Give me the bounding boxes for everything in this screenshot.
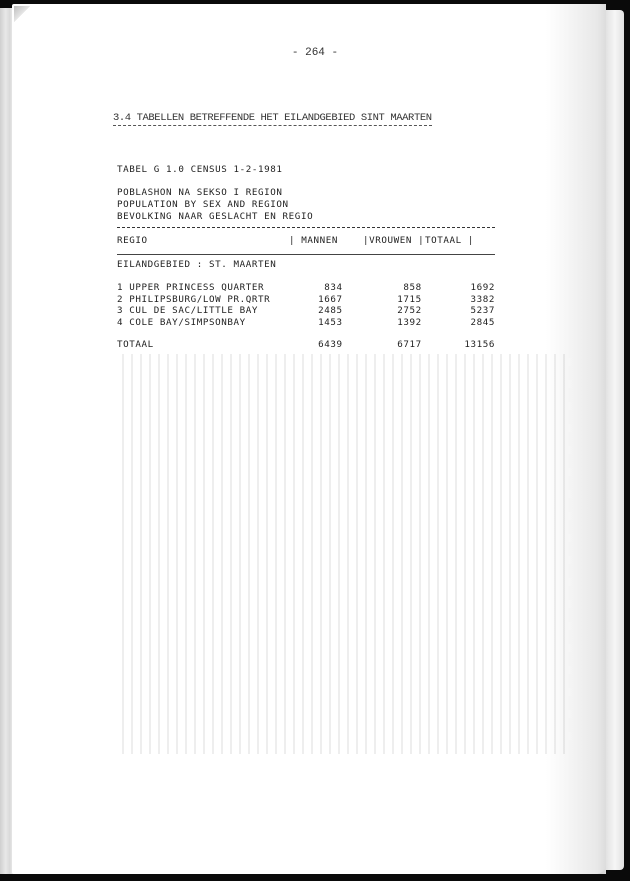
table-title-english: POPULATION BY SEX AND REGION [117, 199, 289, 210]
census-table [117, 164, 495, 351]
cell-regio: 4 COLE BAY/SIMPSONBAY [117, 316, 246, 328]
table-row [117, 317, 495, 329]
table-title-dutch: BEVOLKING NAAR GESLACHT EN REGIO [117, 211, 314, 222]
cell-vrouwen: 1392 [397, 316, 422, 328]
cell-mannen: 1453 [318, 316, 343, 328]
cell-total-totaal: 13156 [464, 339, 495, 350]
column-header-regio: REGIO [117, 235, 148, 246]
table-row [117, 305, 495, 317]
reverse-side-bleed-through [122, 354, 572, 754]
column-header-vrouwen: |VROUWEN | [363, 235, 425, 246]
cell-total-mannen: 6439 [318, 339, 343, 350]
page-corner-fold [14, 6, 30, 22]
cell-totaal: 3382 [470, 293, 495, 305]
cell-totaal: 5237 [470, 305, 495, 316]
scanned-page [12, 4, 606, 874]
cell-regio: 1 UPPER PRINCESS QUARTER [117, 282, 265, 293]
cell-total-vrouwen: 6717 [397, 339, 422, 350]
table-row [117, 294, 495, 306]
cell-mannen: 834 [324, 282, 343, 293]
table-total-row [117, 339, 495, 351]
cell-mannen: 2485 [318, 305, 343, 316]
cell-vrouwen: 2752 [397, 305, 422, 316]
group-label: EILANDGEBIED : ST. MAARTEN [117, 259, 277, 270]
page-number: - 264 - [291, 47, 339, 59]
cell-vrouwen: 858 [403, 282, 422, 293]
solid-rule [117, 254, 495, 255]
cell-regio: 3 CUL DE SAC/LITTLE BAY [117, 305, 259, 316]
cell-regio: 2 PHILIPSBURG/LOW PR.QRTR [117, 293, 271, 305]
cell-vrouwen: 1715 [397, 293, 422, 305]
table-id-line: TABEL G 1.0 CENSUS 1-2-1981 [117, 164, 283, 175]
section-heading: 3.4 TABELLEN BETREFFENDE HET EILANDGEBIED SINT MAARTEN [113, 112, 432, 124]
cell-total-label: TOTAAL [117, 339, 154, 350]
column-header-mannen: | MANNEN [289, 235, 339, 246]
page-stack-right-edge [606, 10, 624, 870]
table-row [117, 282, 495, 294]
cell-mannen: 1667 [318, 293, 343, 305]
cell-totaal: 2845 [470, 316, 495, 328]
column-header-totaal: TOTAAL | [425, 235, 475, 246]
cell-totaal: 1692 [470, 282, 495, 293]
dashed-rule [117, 227, 495, 228]
table-title-papiamentu: POBLASHON NA SEKSO I REGION [117, 187, 283, 198]
table-header-row [117, 234, 495, 248]
